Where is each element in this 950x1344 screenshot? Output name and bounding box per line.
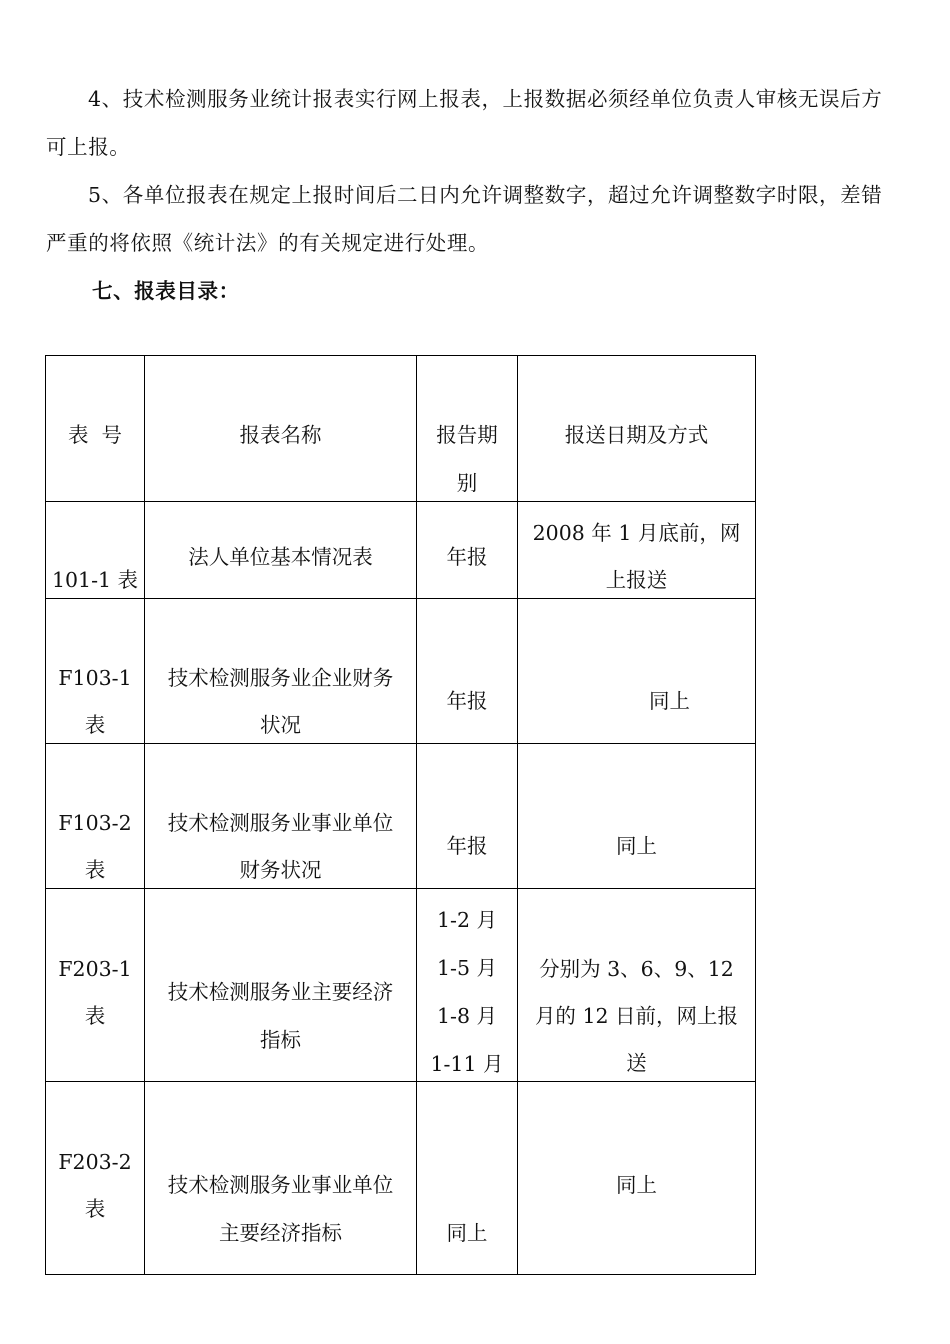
row-number-cell [46, 599, 145, 744]
row-period-line: 年报 [446, 834, 488, 858]
row-number-line: F203-1 [58, 957, 132, 981]
row-delivery-line: 同上 [616, 834, 657, 858]
row-name-line: 技术检测服务业企业财务 [167, 666, 394, 690]
row-delivery-line: 同上 [649, 689, 690, 713]
header-cell-number [46, 356, 145, 502]
row-period-line: 1-5 月 [436, 956, 498, 980]
row-delivery-line: 2008 年 1 月底前，网 [532, 521, 741, 545]
paragraph-item-4: 4、技术检测服务业统计报表实行网上报表，上报数据必须经单位负责人审核无误后方可上报。 [46, 87, 883, 159]
row-delivery-line: 分别为 3、6、9、12 [539, 957, 734, 981]
report-catalog-table [45, 355, 756, 1275]
row-number-cell [46, 502, 145, 599]
row-period-line: 同上 [446, 1221, 488, 1245]
header-period-label-line2: 别 [456, 471, 478, 495]
row-period-cell [417, 744, 518, 889]
row-name-line: 指标 [260, 1028, 301, 1052]
row-delivery-line: 上报送 [605, 568, 668, 592]
header-number-label: 表 号 [67, 423, 123, 447]
row-delivery-line: 同上 [616, 1173, 657, 1197]
row-period-line: 1-8 月 [436, 1004, 498, 1028]
row-number-line: 表 [84, 713, 106, 737]
row-period-cell [417, 1082, 518, 1275]
row-number-line: F203-2 [58, 1150, 132, 1174]
header-cell-period [417, 356, 518, 502]
row-delivery-cell [518, 744, 756, 889]
row-name-line: 主要经济指标 [219, 1221, 342, 1245]
header-name-label: 报表名称 [239, 423, 322, 447]
row-number-line: 表 [84, 1004, 106, 1028]
row-name-line: 技术检测服务业事业单位 [167, 1173, 394, 1197]
row-name-line: 法人单位基本情况表 [188, 545, 373, 569]
row-delivery-cell [518, 889, 756, 1082]
row-name-line: 技术检测服务业主要经济 [167, 980, 394, 1004]
row-number-line: 表 [84, 858, 106, 882]
row-delivery-cell [518, 599, 756, 744]
row-number-line: F103-2 [58, 811, 132, 835]
row-name-cell [145, 502, 417, 599]
table-row [46, 502, 756, 599]
table-row [46, 1082, 756, 1275]
row-period-line: 1-2 月 [436, 908, 498, 932]
table-row [46, 599, 756, 744]
header-delivery-label: 报送日期及方式 [564, 423, 709, 447]
row-number-line: 101-1 表 [51, 568, 139, 592]
row-number-cell [46, 889, 145, 1082]
table-row [46, 889, 756, 1082]
row-name-line: 财务状况 [239, 858, 322, 882]
row-delivery-line: 月的 12 日前，网上报 [534, 1004, 739, 1028]
row-name-line: 状况 [260, 713, 301, 737]
row-name-line: 技术检测服务业事业单位 [167, 811, 394, 835]
row-delivery-line: 送 [626, 1051, 647, 1075]
header-cell-name [145, 356, 417, 502]
row-period-line: 年报 [446, 545, 488, 569]
row-period-line: 1-11 月 [430, 1052, 504, 1076]
row-delivery-cell [518, 502, 756, 599]
row-number-cell [46, 1082, 145, 1275]
row-name-cell [145, 599, 417, 744]
row-name-cell [145, 1082, 417, 1275]
row-name-cell [145, 744, 417, 889]
row-number-line: F103-1 [58, 666, 132, 690]
header-cell-delivery [518, 356, 756, 502]
row-period-cell [417, 889, 518, 1082]
paragraph-item-5: 5、各单位报表在规定上报时间后二日内允许调整数字，超过允许调整数字时限，差错严重的将依照《统计法》的有关规定进行处理。 [46, 183, 883, 255]
row-number-cell [46, 744, 145, 889]
row-period-cell [417, 502, 518, 599]
section-heading: 七、报表目录： [92, 279, 240, 303]
table-header-row [46, 356, 756, 502]
row-period-cell [417, 599, 518, 744]
header-period-label-line1: 报告期 [436, 423, 498, 447]
row-period-line: 年报 [446, 689, 488, 713]
row-number-line: 表 [84, 1197, 106, 1221]
row-name-cell [145, 889, 417, 1082]
table-row [46, 744, 756, 889]
row-delivery-cell [518, 1082, 756, 1275]
